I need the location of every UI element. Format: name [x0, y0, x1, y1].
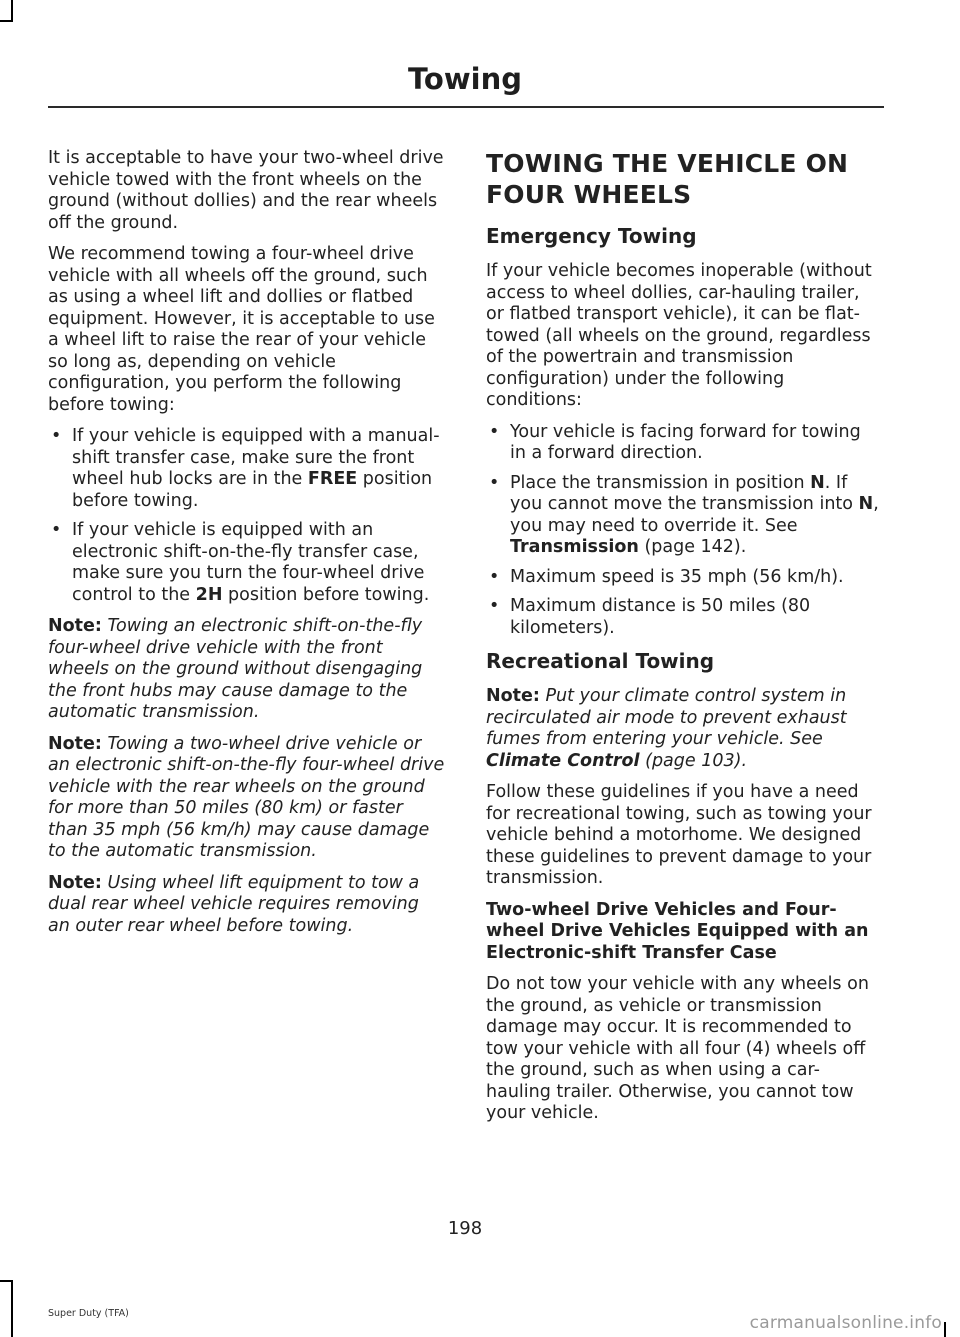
- bullet-list: [48, 426, 446, 606]
- crop-mark: [0, 20, 13, 22]
- list-item: • Maximum speed is 35 mph (56 km/h).: [486, 567, 882, 589]
- recreational-towing-heading: Recreational Towing: [486, 649, 715, 673]
- crop-mark: [0, 1280, 13, 1282]
- list-item: • Maximum distance is 50 miles (80 kilometers).: [486, 596, 882, 639]
- list-item: • If your vehicle is equipped with a manual-shift transfer case, make sure the front wheel hub locks are in the FREE position before towing.: [48, 426, 446, 512]
- list-item: • Your vehicle is facing forward for towing in a forward direction.: [486, 422, 882, 465]
- model-label: Super Duty (TFA): [48, 1308, 129, 1319]
- note: Note: Using wheel lift equipment to tow a dual rear wheel vehicle requires removing an outer rear wheel before towing.: [48, 872, 420, 936]
- paragraph: It is acceptable to have your two-wheel drive vehicle towed with the front wheels on the ground (without dollies) and the rear wheels off the ground.: [48, 148, 444, 233]
- paragraph: Follow these guidelines if you have a need for recreational towing, such as towing your vehicle behind a motorhome. We designed these guidelines to prevent damage to your transmission.: [486, 782, 872, 888]
- emergency-towing-heading: Emergency Towing: [486, 224, 697, 248]
- paragraph: We recommend towing a four-wheel drive vehicle with all wheels off the ground, such as using a wheel lift and dollies or flatbed equipment. However, it is acceptable to use a wheel lift to raise the rear of your vehicle so long as, depending on vehicle configuration, you perform the following before towing:: [48, 244, 435, 415]
- bullet-list: [486, 422, 882, 640]
- crop-mark: [11, 0, 13, 22]
- climate-control-link[interactable]: Climate Control: [486, 750, 640, 771]
- section-heading: TOWING THE VEHICLE ON FOUR WHEELS: [486, 149, 849, 209]
- paragraph: Do not tow your vehicle with any wheels on the ground, as vehicle or transmission damage may occur. It is recommended to tow your vehicle with all four (4) wheels off the ground, such as when using a car-hauling trailer. Otherwise, you cannot tow your vehicle.: [486, 974, 869, 1123]
- left-column: [48, 148, 446, 947]
- note: Note: Put your climate control system in recirculated air mode to prevent exhaust fumes from entering your vehicle. See Climate Control (page 103).: [486, 686, 847, 771]
- page-title: Towing: [408, 62, 522, 96]
- subsection-heading: Two-wheel Drive Vehicles and Four-wheel Drive Vehicles Equipped with an Electronic-shift Transfer Case: [486, 899, 869, 963]
- list-item: • Place the transmission in position N. If you cannot move the transmission into N, you may need to override it. See Transmission (page 142).: [486, 473, 882, 559]
- crop-mark: [11, 1280, 13, 1337]
- paragraph: If your vehicle becomes inoperable (without access to wheel dollies, car-hauling trailer, or flatbed transport vehicle), it can be flat-towed (all wheels on the ground, regardless of the powertrain and transmission configuration) under the following conditions:: [486, 261, 872, 410]
- crop-mark: [944, 1322, 946, 1337]
- header-divider: [48, 106, 884, 108]
- page-number: 198: [447, 1218, 483, 1239]
- watermark: carmanualsonline.info: [749, 1313, 942, 1333]
- note: Note: Towing an electronic shift-on-the-fly four-wheel drive vehicle with the front wheels on the ground without disengaging the front hubs may cause damage to the automatic transmission.: [48, 616, 423, 722]
- note: Note: Towing a two-wheel drive vehicle or an electronic shift-on-the-fly four-wheel drive vehicle with the rear wheels on the ground for more than 50 miles (80 km) or faster than 35 mph (56 km/h) may cause damage to the automatic transmission.: [48, 733, 445, 861]
- list-item: • If your vehicle is equipped with an electronic shift-on-the-fly transfer case, make sure you turn the four-wheel drive control to the 2H position before towing.: [48, 520, 446, 606]
- transmission-link[interactable]: Transmission: [510, 537, 639, 557]
- right-column: [486, 148, 882, 1135]
